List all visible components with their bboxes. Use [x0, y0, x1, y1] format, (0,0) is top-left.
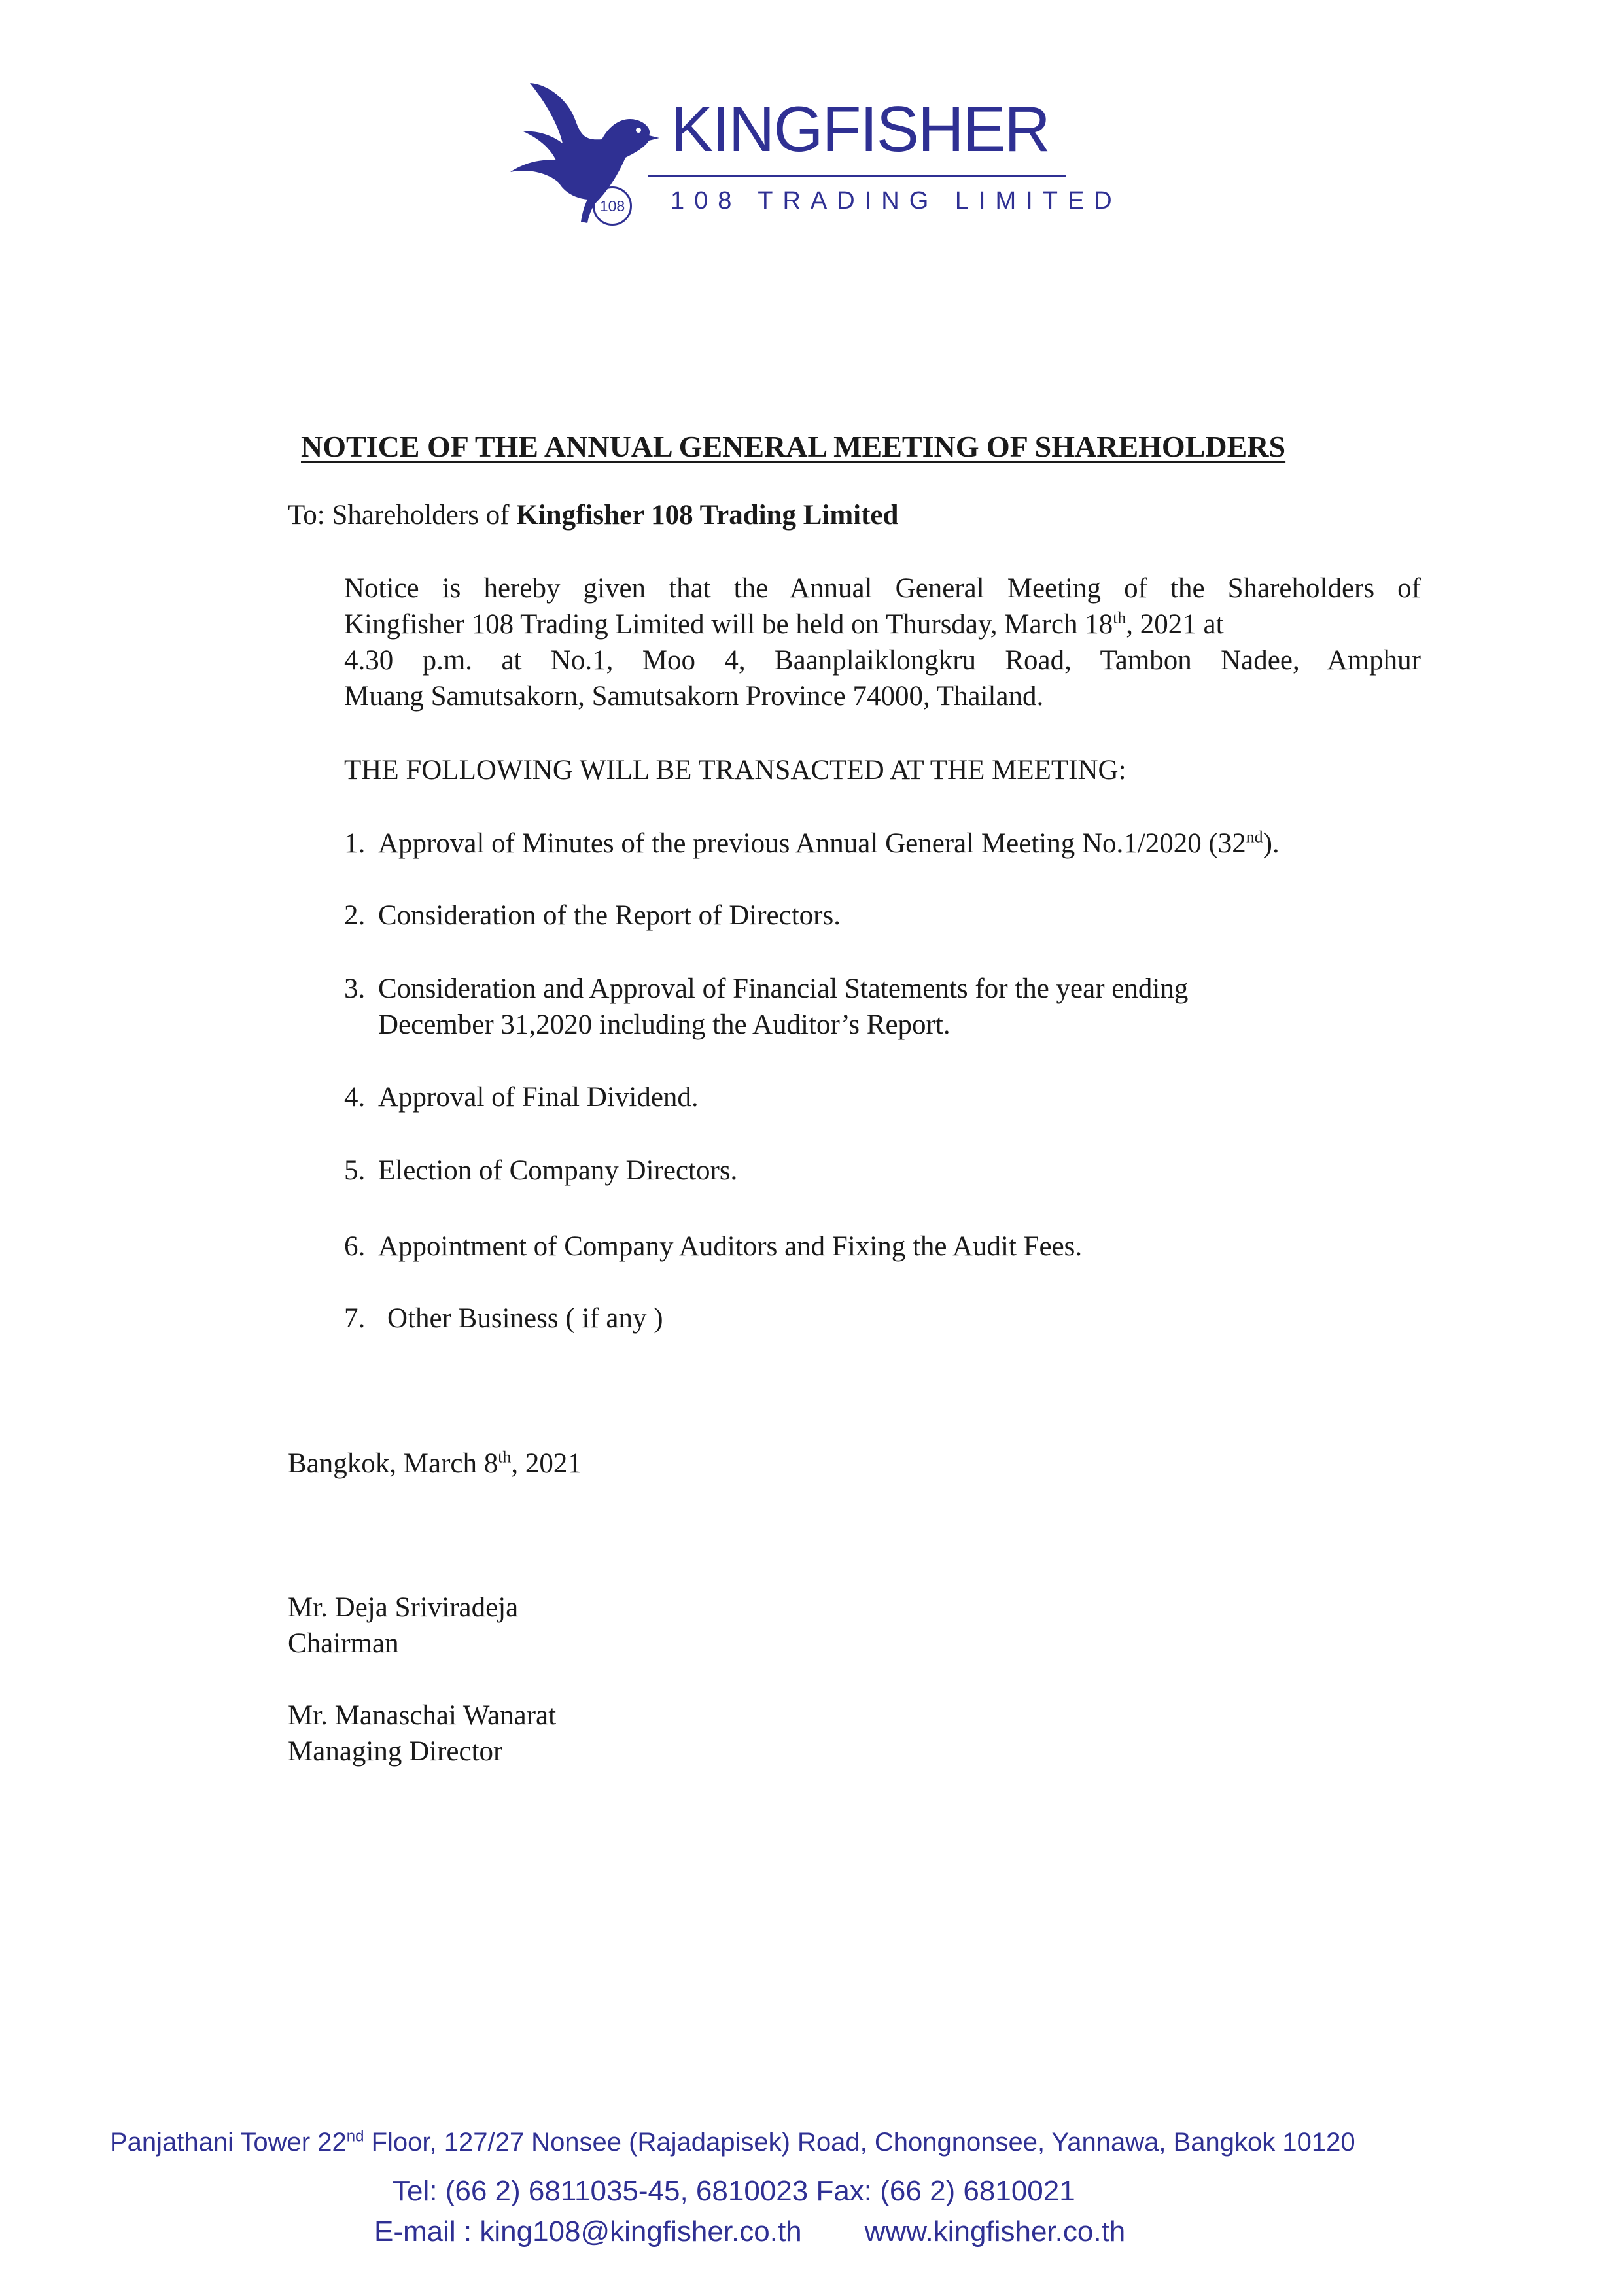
- brand-subtitle: 108 TRADING LIMITED: [671, 187, 1122, 215]
- notice-paragraph: [344, 570, 1421, 714]
- agenda-item-7: 7. Other Business ( if any ): [344, 1303, 663, 1334]
- paragraph-line: 4.30 p.m. at No.1, Moo 4, Baanplaiklongkru Road, Tambon Nadee, Amphur: [344, 645, 1421, 676]
- recipient-prefix: To: Shareholders of: [288, 500, 517, 531]
- agenda-item-3-continuation: December 31,2020 including the Auditor’s Report.: [378, 1009, 951, 1040]
- brand-name: KINGFISHER: [671, 93, 1049, 165]
- footer-phone-fax: Tel: (66 2) 6811035-45, 6810023 Fax: (66 2) 6810021: [393, 2175, 1075, 2207]
- paragraph-line: Muang Samutsakorn, Samutsakorn Province 74000, Thailand.: [344, 681, 1044, 712]
- signatory-name: Mr. Manaschai Wanarat: [288, 1700, 557, 1731]
- notice-title: NOTICE OF THE ANNUAL GENERAL MEETING OF SHAREHOLDERS: [301, 430, 1286, 463]
- agenda-item-1: 1. Approval of Minutes of the previous Annual General Meeting No.1/2020 (32nd).: [344, 827, 1280, 859]
- agenda-heading: THE FOLLOWING WILL BE TRANSACTED AT THE MEETING:: [344, 755, 1126, 786]
- footer-website[interactable]: www.kingfisher.co.th: [864, 2216, 1126, 2248]
- agenda-item-4: 4. Approval of Final Dividend.: [344, 1082, 699, 1113]
- agenda-item-3: 3. Consideration and Approval of Financial Statements for the year ending December 31,2020 including the Auditor’s Report.: [344, 971, 1188, 1043]
- footer-contact: [374, 2218, 1125, 2246]
- signatory-title: Managing Director: [288, 1736, 503, 1767]
- brand-rule: [648, 175, 1066, 177]
- agenda-item-2: 2. Consideration of the Report of Directors.: [344, 900, 841, 931]
- badge-108: 108: [593, 186, 632, 226]
- paragraph-line: Notice is hereby given that the Annual General Meeting of the Shareholders of: [344, 573, 1421, 604]
- footer-email[interactable]: E-mail : king108@kingfisher.co.th: [374, 2216, 802, 2248]
- place-and-date: Bangkok, March 8th, 2021: [288, 1447, 582, 1479]
- recipient-company: Kingfisher 108 Trading Limited: [516, 500, 899, 531]
- signatory-chairman: [288, 1590, 518, 1661]
- agenda-item-5: 5. Election of Company Directors.: [344, 1155, 738, 1186]
- signatory-name: Mr. Deja Sriviradeja: [288, 1592, 519, 1623]
- signatory-title: Chairman: [288, 1628, 399, 1659]
- signatory-managing-director: [288, 1697, 556, 1769]
- kingfisher-bird-icon: [504, 75, 674, 226]
- agenda-item-6: 6. Appointment of Company Auditors and Fixing the Audit Fees.: [344, 1231, 1083, 1262]
- recipient-line: [288, 498, 898, 532]
- footer-address: Panjathani Tower 22nd Floor, 127/27 Nonsee (Rajadapisek) Road, Chongnonsee, Yannawa, Bangkok 10120: [110, 2127, 1355, 2157]
- paragraph-line: Kingfisher 108 Trading Limited will be held on Thursday, March 18th, 2021 at: [344, 608, 1224, 640]
